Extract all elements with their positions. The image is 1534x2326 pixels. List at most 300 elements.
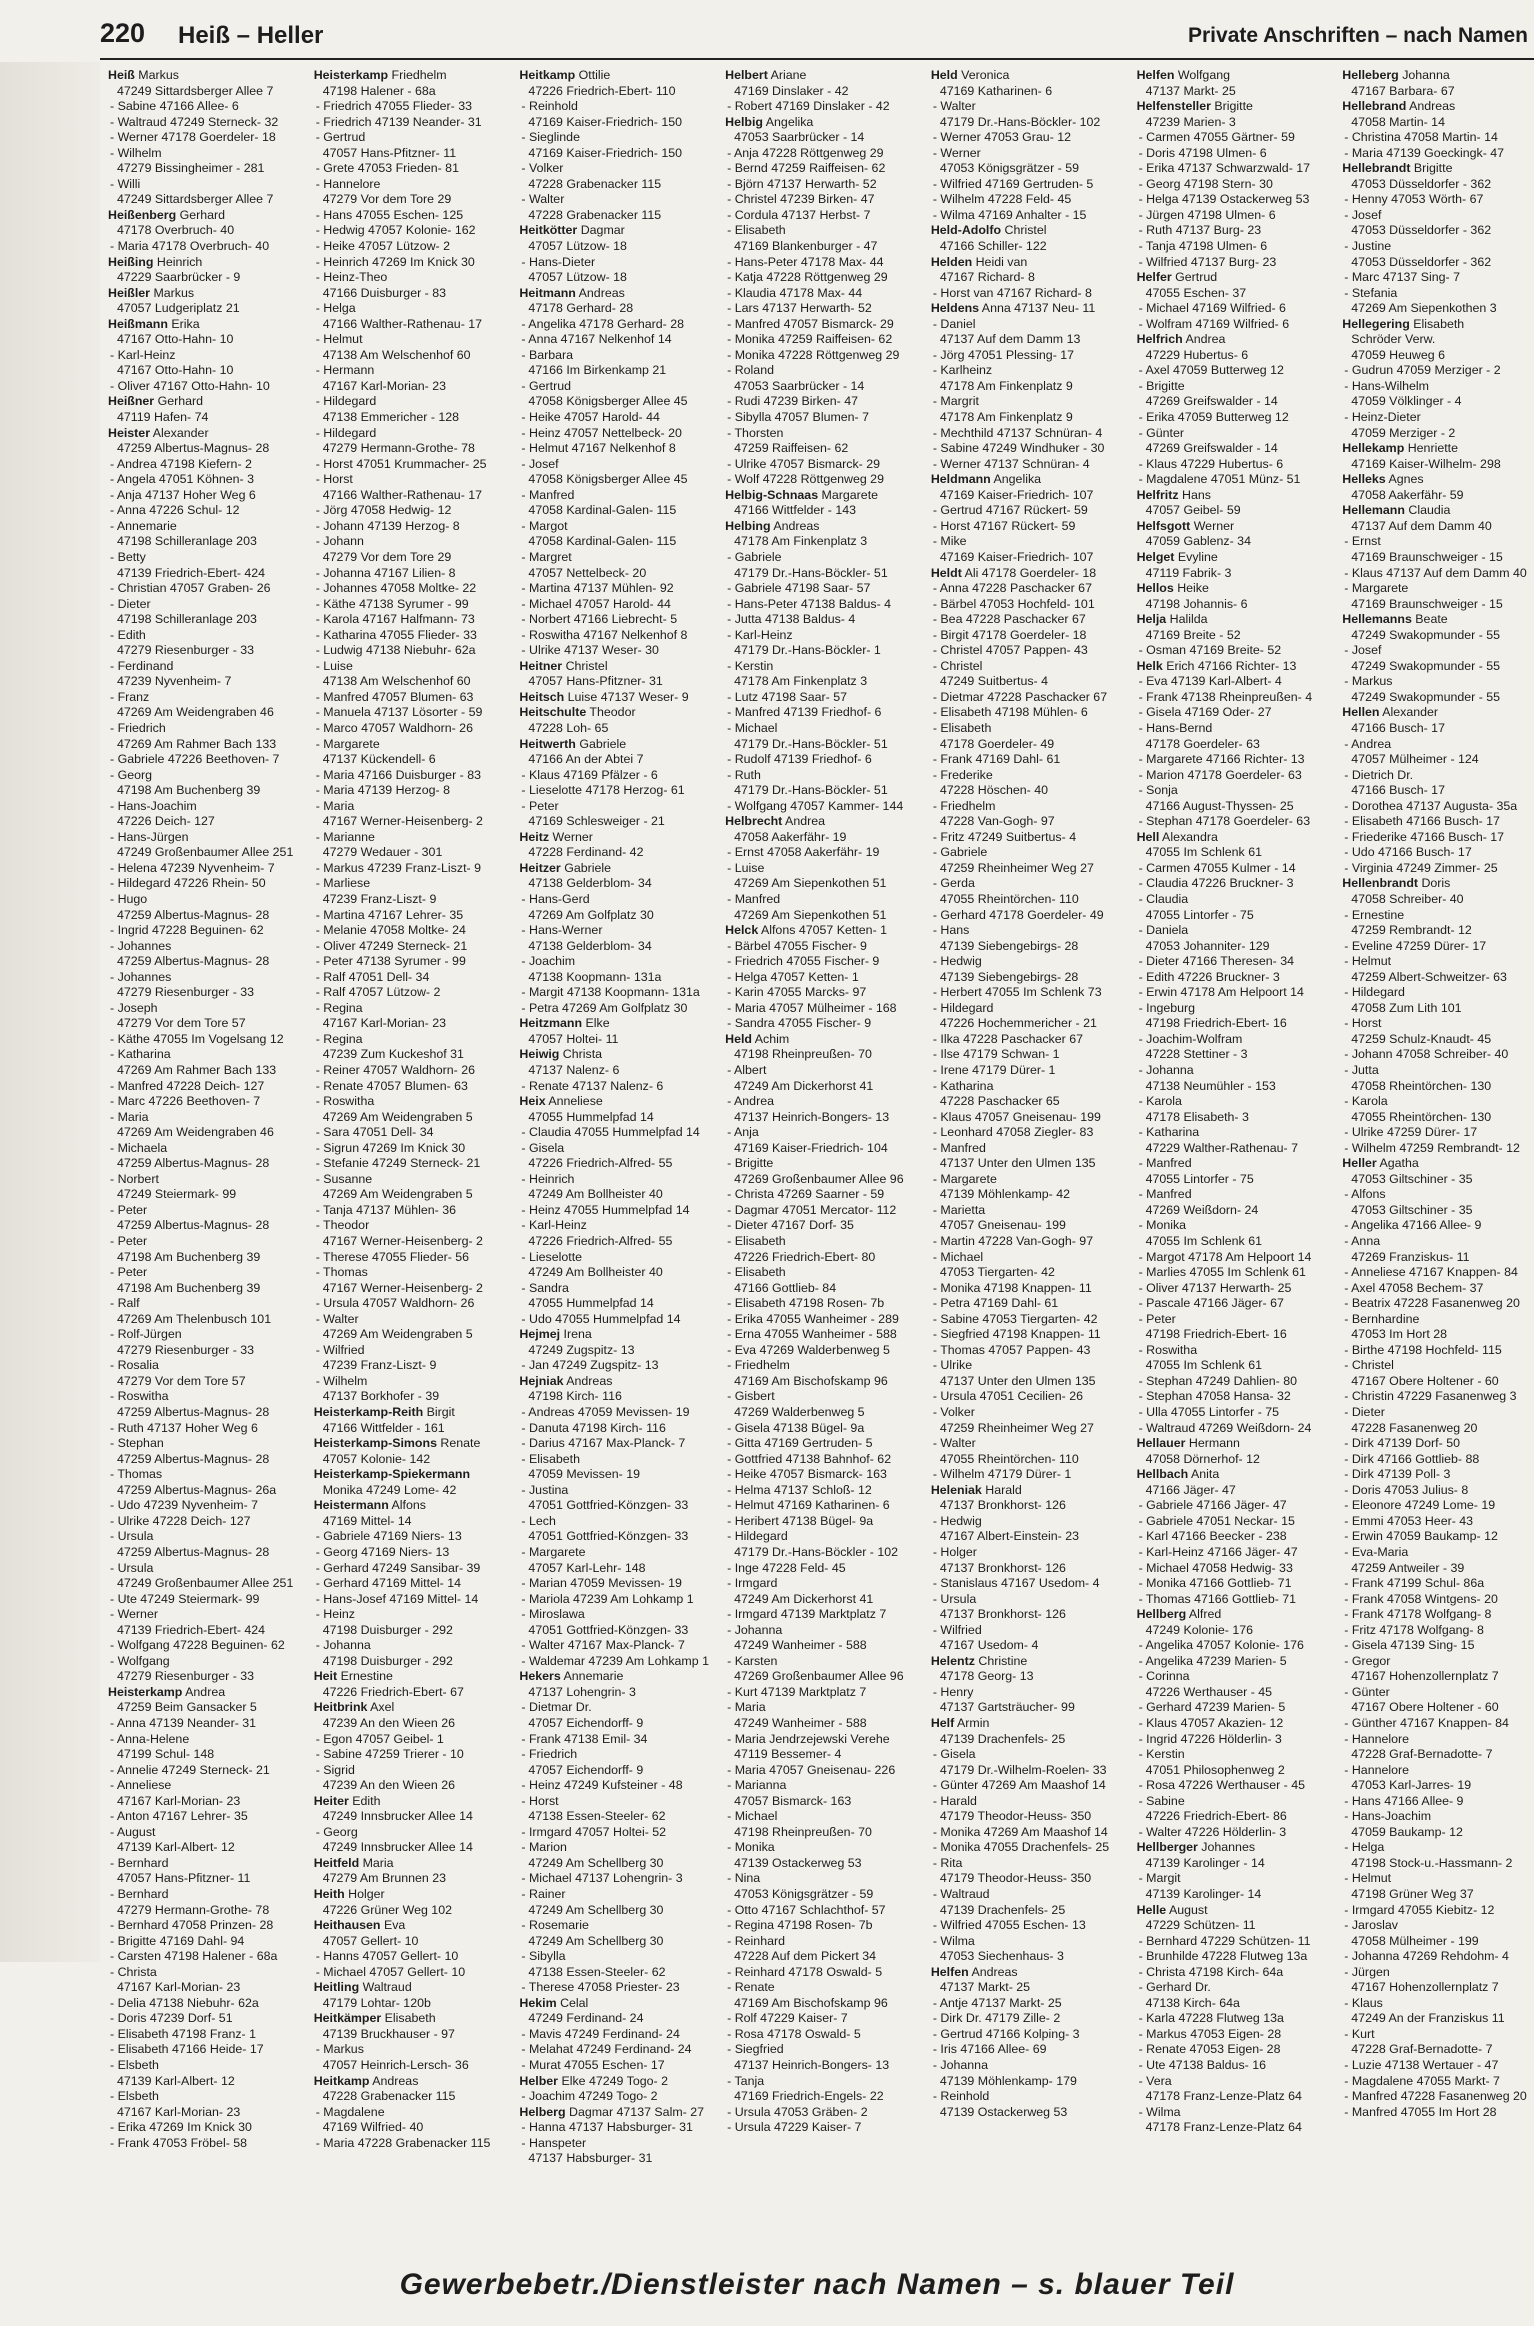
related-entry: - Michael 47169 Wilfried- 6 xyxy=(1138,301,1286,316)
related-entry: - Sabine 47053 Tiergarten- 42 xyxy=(932,1311,1098,1326)
related-entry: - Klaus 47057 Akazien- 12 xyxy=(1138,1715,1284,1730)
related-entry: - Manfred 47057 Bismarck- 29 xyxy=(727,316,894,331)
directory-column xyxy=(1137,68,1329,2268)
address-line: 47167 Richard- 8 xyxy=(939,270,1035,285)
related-entry: - Marco 47057 Waldhorn- 26 xyxy=(315,720,473,735)
related-entry: - Helga xyxy=(315,301,356,316)
related-entry: - Lutz 47198 Saar- 57 xyxy=(727,689,847,704)
related-entry: - Joachim-Wolfram xyxy=(1138,1031,1243,1046)
surname-entry xyxy=(519,659,711,675)
address-line: 47249 Sittardsberger Allee 7 xyxy=(117,192,274,207)
related-entry: - Horst 47051 Krummacher- 25 xyxy=(315,456,487,471)
address-line: 47229 Hubertus- 6 xyxy=(1145,347,1249,362)
related-entry: - Gabriele 47198 Saar- 57 xyxy=(727,581,871,596)
address-line: 47228 Auf dem Pickert 34 xyxy=(734,1949,877,1964)
related-entry: - Anneliese xyxy=(110,1778,172,1793)
related-entry: - Margarete 47166 Richter- 13 xyxy=(1138,752,1305,767)
related-entry: - Elisabeth 47166 Busch- 17 xyxy=(1344,814,1500,829)
given-name: Johannes xyxy=(1197,1840,1256,1855)
address-line: 47178 Elisabeth- 3 xyxy=(1145,1109,1249,1124)
related-entry: - Gisela xyxy=(932,1747,976,1762)
address-line: 47055 Rheintörchen- 110 xyxy=(939,1451,1079,1466)
related-entry: - Roswitha xyxy=(315,1094,375,1109)
address-line: 47279 Riesenburger - 33 xyxy=(117,1669,255,1684)
given-name: Doris xyxy=(1418,876,1451,891)
address-line: 47239 Nyvenheim- 7 xyxy=(117,674,232,689)
given-name: Edith xyxy=(348,1793,381,1808)
related-entry: - Hanna 47137 Habsburger- 31 xyxy=(521,2120,693,2135)
related-entry: - Karola xyxy=(1344,1094,1388,1109)
related-entry: - Bea 47228 Paschacker 67 xyxy=(932,612,1086,627)
related-entry: - Volker xyxy=(932,1405,975,1420)
address-line: 47229 Schützen- 11 xyxy=(1145,1918,1256,1933)
related-entry: - Willi xyxy=(110,176,141,191)
address-line: 47058 Zum Lith 101 xyxy=(1351,1000,1462,1015)
surname-entry xyxy=(725,115,917,131)
related-entry: - Anneliese 47167 Knappen- 84 xyxy=(1344,1265,1518,1280)
related-entry: - Maria 47166 Duisburger - 83 xyxy=(315,767,481,782)
related-entry: - Gabriele xyxy=(727,549,782,564)
related-entry: - Johannes xyxy=(110,969,172,984)
address-line: 47139 Bruckhauser - 97 xyxy=(322,2026,455,2041)
related-entry: - Irmgard 47055 Kiebitz- 12 xyxy=(1344,1902,1495,1917)
surname: Heldens xyxy=(930,301,980,316)
related-entry: - Wolfram 47169 Wilfried- 6 xyxy=(1138,316,1290,331)
surname-entry xyxy=(108,208,300,224)
address-line: 47269 Am Rahmer Bach 133 xyxy=(117,1063,277,1077)
surname: Heisterkamp xyxy=(313,68,389,82)
address-line: 47249 Kolonie- 176 xyxy=(1145,1622,1254,1637)
related-entry: - Bernhard 47229 Schützen- 11 xyxy=(1138,1933,1311,1948)
address-line: 47053 Johanniter- 129 xyxy=(1145,938,1270,953)
address-line: 47167 Werner-Heisenberg- 2 xyxy=(322,1234,483,1249)
related-entry: - Lieselotte 47178 Herzog- 61 xyxy=(521,783,685,798)
related-entry: - Theodor xyxy=(315,1218,370,1233)
address-line: 47166 Im Birkenkamp 21 xyxy=(528,363,667,378)
surname: Hellbach xyxy=(1136,1467,1189,1482)
given-name: Axel xyxy=(367,1700,395,1715)
surname-entry xyxy=(1137,332,1329,348)
address-line: 47249 Zugspitz- 13 xyxy=(528,1342,635,1357)
related-entry: - Antje 47137 Markt- 25 xyxy=(932,1995,1062,2010)
related-entry: - Ursula xyxy=(932,1591,977,1606)
related-entry: - Angelika 47239 Marien- 5 xyxy=(1138,1653,1287,1668)
related-entry: - Gerda xyxy=(932,876,975,891)
address-line: 47226 Friedrich-Alfred- 55 xyxy=(528,1234,673,1249)
surname: Heitschulte xyxy=(519,705,587,720)
address-line: 47139 Siebengebirgs- 28 xyxy=(939,969,1079,984)
related-entry: - Friederike 47166 Busch- 17 xyxy=(1344,829,1505,844)
address-line: 47228 Loh- 65 xyxy=(528,720,609,735)
related-entry: - Markus xyxy=(315,2042,364,2057)
related-entry: - Brigitte 47169 Dahl- 94 xyxy=(110,1933,245,1948)
given-name: Alexander xyxy=(150,425,209,440)
related-entry: - Christel xyxy=(932,658,983,673)
related-entry: - Walter xyxy=(932,99,976,114)
related-entry: - Karl-Heinz xyxy=(521,1218,587,1233)
address-line: 47166 Walther-Rathenau- 17 xyxy=(322,316,483,331)
address-line: 47138 Kirch- 64a xyxy=(1145,1995,1240,2010)
address-line: 47057 Heinrich-Lersch- 36 xyxy=(322,2058,469,2072)
surname-entry xyxy=(1137,830,1329,846)
related-entry: - Erika 47137 Schwarzwald- 17 xyxy=(1138,161,1311,176)
related-entry: - Wolfgang xyxy=(110,1653,170,1668)
address-line: 47137 Habsburger- 31 xyxy=(528,2151,653,2166)
given-name: Andrea xyxy=(782,814,826,829)
surname-entry xyxy=(725,68,917,84)
related-entry: - Ernst 47058 Aakerfähr- 19 xyxy=(727,845,880,860)
surname-entry xyxy=(314,1980,506,1996)
surname: Heix xyxy=(519,1094,546,1109)
related-entry: - Helmut 47169 Katharinen- 6 xyxy=(727,1498,890,1513)
related-entry: - Friedhelm xyxy=(932,798,996,813)
surname-entry xyxy=(931,255,1123,271)
directory-column xyxy=(108,68,300,2268)
surname: Heleniak xyxy=(930,1482,982,1497)
related-entry: - Peter xyxy=(110,1202,148,1217)
related-entry: - Fritz 47249 Suitbertus- 4 xyxy=(932,829,1077,844)
given-name: Christine xyxy=(974,1653,1028,1668)
address-line: 47167 Barbara- 67 xyxy=(1351,83,1455,98)
related-entry: - Reinhold xyxy=(521,99,578,114)
given-name: Gerhard xyxy=(176,207,226,222)
related-entry: - Wilma xyxy=(932,1933,975,1948)
surname-entry xyxy=(314,1669,506,1685)
related-entry: - Robert 47169 Dinslaker - 42 xyxy=(727,99,890,114)
related-entry: - Heinrich xyxy=(521,1171,575,1186)
related-entry: - Elisabeth 47198 Rosen- 7b xyxy=(727,1296,885,1311)
related-entry: - Gerhard 47239 Marien- 5 xyxy=(1138,1700,1286,1715)
address-line: 47249 Am Schellberg 30 xyxy=(528,1933,664,1948)
surname: Helbig xyxy=(725,114,764,129)
related-entry: - Helena 47239 Nyvenheim- 7 xyxy=(110,860,275,875)
related-entry: - Claudia xyxy=(1138,891,1189,906)
related-entry: - Dagmar 47051 Mercator- 112 xyxy=(727,1202,897,1217)
address-line: 47249 Innsbrucker Allee 14 xyxy=(322,1840,473,1855)
address-line: 47249 Swakopmunder - 55 xyxy=(1351,689,1501,704)
related-entry: - Christina 47058 Martin- 14 xyxy=(1344,130,1498,145)
address-line: 47239 Zum Kuckeshof 31 xyxy=(322,1047,464,1062)
related-entry: - Axel 47058 Bechem- 37 xyxy=(1344,1280,1484,1295)
address-line: 47058 Kardinal-Galen- 115 xyxy=(528,503,677,518)
related-entry: - Erwin 47178 Am Helpoort 14 xyxy=(1138,985,1304,1000)
related-entry: - Eleonore 47249 Lome- 19 xyxy=(1344,1498,1496,1513)
given-name: Angelika xyxy=(763,114,814,129)
page-number: 220 xyxy=(100,18,146,48)
related-entry: - Heribert 47138 Bügel- 9a xyxy=(727,1513,874,1528)
surname: Helget xyxy=(1136,549,1175,564)
related-entry: - Sibylla xyxy=(521,1949,566,1964)
related-entry: - Melanie 47058 Moltke- 24 xyxy=(315,923,466,938)
related-entry: - Herbert 47055 Im Schlenk 73 xyxy=(932,985,1102,1000)
related-entry: - Jürgen xyxy=(1344,1964,1390,1979)
surname: Hellberger xyxy=(1136,1840,1198,1855)
address-line: 47055 Lintorfer - 75 xyxy=(1145,907,1254,922)
related-entry: - Stephan 47249 Dahlien- 80 xyxy=(1138,1373,1298,1388)
related-entry: - Stephan 47178 Goerdeler- 63 xyxy=(1138,814,1311,829)
address-line: 47169 Dinslaker - 42 xyxy=(734,83,849,98)
related-entry: - Henny 47053 Wörth- 67 xyxy=(1344,192,1484,207)
surname: Heistermann xyxy=(313,1498,389,1513)
related-entry: - Heinz 47249 Kufsteiner - 48 xyxy=(521,1778,683,1793)
surname-entry xyxy=(1137,550,1329,566)
related-entry: - Horst xyxy=(521,1793,559,1808)
related-entry: - Gisela 47169 Oder- 27 xyxy=(1138,705,1272,720)
related-entry: - Regina xyxy=(315,1000,363,1015)
related-entry: - Claudia 47226 Bruckner- 3 xyxy=(1138,876,1294,891)
given-name: Birgit xyxy=(423,1405,455,1420)
related-entry: - Roswitha xyxy=(110,1389,169,1404)
related-entry: - Hans 47055 Eschen- 125 xyxy=(315,207,464,222)
related-entry: - Johanna 47167 Lilien- 8 xyxy=(315,565,456,580)
surname: Helentz xyxy=(930,1653,975,1668)
surname: Heister xyxy=(108,425,151,440)
address-line: 47179 Lohtar- 120b xyxy=(322,1995,431,2010)
related-entry: - Bärbel 47055 Fischer- 9 xyxy=(727,938,867,953)
address-line: 47167 Hohenzollernplatz 7 xyxy=(1351,1669,1499,1684)
related-entry: - Henry xyxy=(932,1684,974,1699)
related-entry: - Tanja 47137 Mühlen- 36 xyxy=(315,1202,456,1217)
address-line: 47169 Braunschweiger - 15 xyxy=(1351,549,1503,564)
related-entry: - Ursula xyxy=(110,1529,154,1544)
given-name: Veronica xyxy=(957,68,1010,82)
surname-entry xyxy=(314,2011,506,2027)
address-line: 47139 Drachenfels- 25 xyxy=(939,1902,1066,1917)
related-entry: - Elisabeth 47166 Heide- 17 xyxy=(110,2042,264,2057)
given-name: Andreas xyxy=(575,285,625,300)
related-entry: - Marianne xyxy=(315,829,375,844)
related-entry: - Walter 47226 Hölderlin- 3 xyxy=(1138,1824,1287,1839)
given-name: Hermann xyxy=(1185,1436,1240,1451)
address-line: 47178 Gerhard- 28 xyxy=(528,301,634,316)
surname: Heißenberg xyxy=(108,207,177,222)
related-entry: - Jutta xyxy=(1344,1063,1379,1077)
address-line: 47167 Hohenzollernplatz 7 xyxy=(1351,1980,1499,1995)
address-line: 47269 Greifswalder - 14 xyxy=(1145,394,1278,409)
margin-strip xyxy=(0,62,100,1962)
address-line: 47279 Hermann-Grothe- 78 xyxy=(322,441,475,456)
related-entry: - Rosalia xyxy=(110,1358,159,1373)
address-line: 47166 Gottlieb- 84 xyxy=(734,1280,837,1295)
related-entry: - Elisabeth 47198 Franz- 1 xyxy=(110,2026,257,2041)
address-line: 47055 Im Schlenk 61 xyxy=(1145,1234,1262,1249)
address-line: 47137 Bronkhorst- 126 xyxy=(939,1498,1066,1513)
related-entry: - Gabriele 47166 Jäger- 47 xyxy=(1138,1498,1287,1513)
related-entry: - Justine xyxy=(1344,239,1392,254)
address-line: 47058 Schreiber- 40 xyxy=(1351,891,1464,906)
related-entry: - Udo 47239 Nyvenheim- 7 xyxy=(110,1498,259,1513)
related-entry: - Ulrike 47228 Deich- 127 xyxy=(110,1513,251,1528)
related-entry: - Georg 47169 Niers- 13 xyxy=(315,1544,450,1559)
related-entry: - Johanna xyxy=(932,2058,988,2072)
surname: Heitbrink xyxy=(313,1700,368,1715)
related-entry: - Karin 47055 Marcks- 97 xyxy=(727,985,867,1000)
address-line: 47139 Ostackerweg 53 xyxy=(939,2104,1068,2119)
address-line: 47057 Ludgeriplatz 21 xyxy=(117,301,240,316)
related-entry: - Bernd 47259 Raiffeisen- 62 xyxy=(727,161,886,176)
related-entry: - Anja 47137 Hoher Weg 6 xyxy=(110,487,256,502)
related-entry: - Johanna xyxy=(315,1638,371,1653)
surname-entry xyxy=(725,519,917,535)
address-line: 47055 Eschen- 37 xyxy=(1145,285,1247,300)
related-entry: - Frank 47199 Schul- 86a xyxy=(1344,1576,1485,1591)
address-line: 47138 Am Welschenhof 60 xyxy=(322,347,471,362)
related-entry: - Marion 47178 Goerdeler- 63 xyxy=(1138,767,1302,782)
address-line: 47178 Franz-Lenze-Platz 64 xyxy=(1145,2120,1302,2135)
related-entry: - August xyxy=(110,1824,156,1839)
related-entry: - Joachim 47249 Togo- 2 xyxy=(521,2089,658,2104)
surname-entry xyxy=(1342,705,1534,721)
address-line: 47167 Karl-Morian- 23 xyxy=(322,378,446,393)
related-entry: - Michael xyxy=(727,720,778,735)
related-entry: - Ilka 47228 Paschacker 67 xyxy=(932,1031,1083,1046)
address-line: 47059 Heuweg 6 xyxy=(1351,347,1445,362)
address-line: 47169 Braunschweiger - 15 xyxy=(1351,596,1503,611)
address-line: 47226 Friedrich-Ebert- 110 xyxy=(528,83,676,98)
surname-entry xyxy=(1137,1436,1329,1452)
address-line: 47053 Saarbrücker - 14 xyxy=(734,378,865,393)
address-line: 47138 Emmericher - 128 xyxy=(322,410,460,425)
address-line: 47249 Am Dickerhorst 41 xyxy=(734,1078,874,1093)
related-entry: - Ute 47249 Steiermark- 99 xyxy=(110,1591,260,1606)
surname: Hejniak xyxy=(519,1373,564,1388)
address-line: 47269 Am Golfplatz 30 xyxy=(528,907,654,922)
given-name: Renate xyxy=(436,1436,481,1451)
address-line: 47057 Lützow- 18 xyxy=(528,270,627,285)
address-line: 47259 Albertus-Magnus- 28 xyxy=(117,1218,270,1233)
related-entry: - Katja 47228 Röttgenweg 29 xyxy=(727,270,888,285)
related-entry: - Martina 47167 Lehrer- 35 xyxy=(315,907,464,922)
related-entry: - Danuta 47198 Kirch- 116 xyxy=(521,1420,666,1435)
related-entry: - Jaroslav xyxy=(1344,1918,1398,1933)
related-entry: - Ursula 47057 Waldhorn- 26 xyxy=(315,1296,475,1311)
related-entry: - Magdalene 47055 Markt- 7 xyxy=(1344,2073,1500,2088)
address-line: 47059 Merziger - 2 xyxy=(1351,425,1456,440)
related-entry: - Markus xyxy=(1344,674,1393,689)
related-entry: - Irmgard 47139 Marktplatz 7 xyxy=(727,1607,887,1622)
address-line: 47269 Am Weidengraben 46 xyxy=(117,705,274,720)
address-line: 47178 Am Finkenplatz 9 xyxy=(939,378,1073,393)
given-name: August xyxy=(1166,1902,1208,1917)
related-entry: - Manfred 47228 Deich- 127 xyxy=(110,1078,265,1093)
related-entry: - Inge 47228 Feld- 45 xyxy=(727,1560,846,1575)
address-line: 47058 Aakerfähr- 19 xyxy=(734,829,847,844)
related-entry: - Klaus 47057 Gneisenau- 199 xyxy=(932,1109,1101,1124)
given-name: Werner xyxy=(1190,518,1235,533)
address-line: 47166 Busch- 17 xyxy=(1351,783,1445,798)
surname-entry xyxy=(314,1887,506,1903)
surname: Helf xyxy=(930,1715,955,1730)
related-entry: - Ernst xyxy=(1344,534,1381,549)
related-entry: - Vera xyxy=(1138,2073,1172,2088)
related-entry: - Peter xyxy=(521,798,559,813)
related-entry: - Manuela 47137 Lösorter - 59 xyxy=(315,705,483,720)
related-entry: - Rolf-Jürgen xyxy=(110,1327,182,1342)
given-name: Gabriele xyxy=(560,860,612,875)
related-entry: - Justina xyxy=(521,1482,569,1497)
related-entry: - Hans-Gerd xyxy=(521,891,590,906)
given-name: Friedhelm xyxy=(388,68,447,82)
related-entry: - Ulla 47055 Lintorfer - 75 xyxy=(1138,1405,1280,1420)
surname-entry xyxy=(519,1374,711,1390)
surname: Heiß xyxy=(108,68,135,82)
address-line: 47166 Walther-Rathenau- 17 xyxy=(322,487,483,502)
surname: Heißner xyxy=(108,394,155,409)
given-name: Gerhard xyxy=(154,394,204,409)
related-entry: - Wolfgang 47057 Kammer- 144 xyxy=(727,798,904,813)
address-line: 47279 Vor dem Tore 29 xyxy=(322,549,452,564)
related-entry: - Manfred 47139 Friedhof- 6 xyxy=(727,705,882,720)
related-entry: - Ilse 47179 Schwan- 1 xyxy=(932,1047,1060,1062)
address-line: 47269 Am Weidengraben 5 xyxy=(322,1187,473,1202)
given-name: Werner xyxy=(549,829,593,844)
surname: Helber xyxy=(519,2073,558,2088)
related-entry: - Björn 47137 Herwarth- 52 xyxy=(727,176,877,191)
related-entry: - Mike xyxy=(932,534,967,549)
given-name: Halilda xyxy=(1166,612,1208,627)
related-entry: - Ferdinand xyxy=(110,658,174,673)
address-line: 47228 Van-Gogh- 97 xyxy=(939,814,1055,829)
related-entry: - Heike 47057 Bismarck- 163 xyxy=(727,1467,887,1482)
related-entry: - Hugo xyxy=(110,891,148,906)
related-entry: - Katharina xyxy=(1138,1125,1200,1140)
address-line: 47178 Am Finkenplatz 3 xyxy=(734,674,868,689)
surname: Heldt xyxy=(930,565,962,580)
address-line: 47058 Königsberger Allee 45 xyxy=(528,394,688,409)
surname: Heitkamp xyxy=(519,68,576,82)
related-entry: - Anna xyxy=(1344,1234,1381,1249)
related-entry: - Gerhard 47178 Goerdeler- 49 xyxy=(932,907,1104,922)
given-name: Harald xyxy=(981,1482,1022,1497)
related-entry: - Anja 47228 Röttgenweg 29 xyxy=(727,145,884,160)
address-line: 47179 Dr.-Hans-Böckler- 51 xyxy=(734,736,888,751)
related-entry: - Gabriele 47226 Beethoven- 7 xyxy=(110,752,280,767)
address-line: 47249 Großenbaumer Allee 251 xyxy=(117,845,294,860)
given-name: Henriette xyxy=(1404,441,1458,456)
address-line: 47169 Kaiser-Friedrich- 107 xyxy=(939,487,1094,502)
surname: Heldmann xyxy=(930,472,991,487)
related-entry: - Brunhilde 47228 Flutweg 13a xyxy=(1138,1949,1308,1964)
related-entry: - Oliver 47137 Herwarth- 25 xyxy=(1138,1280,1292,1295)
related-entry: - Brigitte xyxy=(1138,378,1185,393)
address-line: 47167 Usedom- 4 xyxy=(939,1638,1039,1653)
address-line: 47226 Grüner Weg 102 xyxy=(322,1902,452,1917)
given-name: Gertrud xyxy=(1171,270,1218,285)
given-name: Elke 47249 Togo- 2 xyxy=(558,2073,668,2088)
surname: Helleberg xyxy=(1342,68,1399,82)
address-line: 47239 An den Wieen 26 xyxy=(322,1778,455,1793)
related-entry: - Michael 47057 Harold- 44 xyxy=(521,596,671,611)
related-entry: - Petra 47269 Am Golfplatz 30 xyxy=(521,1000,688,1015)
related-entry: - Gertrud 47166 Kolping- 3 xyxy=(932,2026,1080,2041)
surname-entry xyxy=(1137,1607,1329,1623)
surname-entry xyxy=(519,861,711,877)
related-entry: - Wilma 47169 Anhalter - 15 xyxy=(932,207,1087,222)
related-entry: - Mavis 47249 Ferdinand- 24 xyxy=(521,2026,680,2041)
related-entry: - Sabine 47259 Trierer - 10 xyxy=(315,1747,464,1762)
address-line: 47249 Wanheimer - 588 xyxy=(734,1715,867,1730)
surname-entry xyxy=(519,737,711,753)
address-line: 47228 Höschen- 40 xyxy=(939,783,1048,798)
related-entry: - Erwin 47059 Baukamp- 12 xyxy=(1344,1529,1498,1544)
related-entry: - Hildegard xyxy=(727,1529,788,1544)
given-name: Beate xyxy=(1411,612,1448,627)
surname: Helbing xyxy=(725,518,771,533)
address-line: 47057 Hans-Pfitzner- 31 xyxy=(528,674,663,689)
address-line: 47058 Kardinal-Galen- 115 xyxy=(528,534,677,549)
surname: Heiter xyxy=(313,1793,349,1808)
related-entry: - Ursula 47053 Gräben- 2 xyxy=(727,2104,868,2119)
